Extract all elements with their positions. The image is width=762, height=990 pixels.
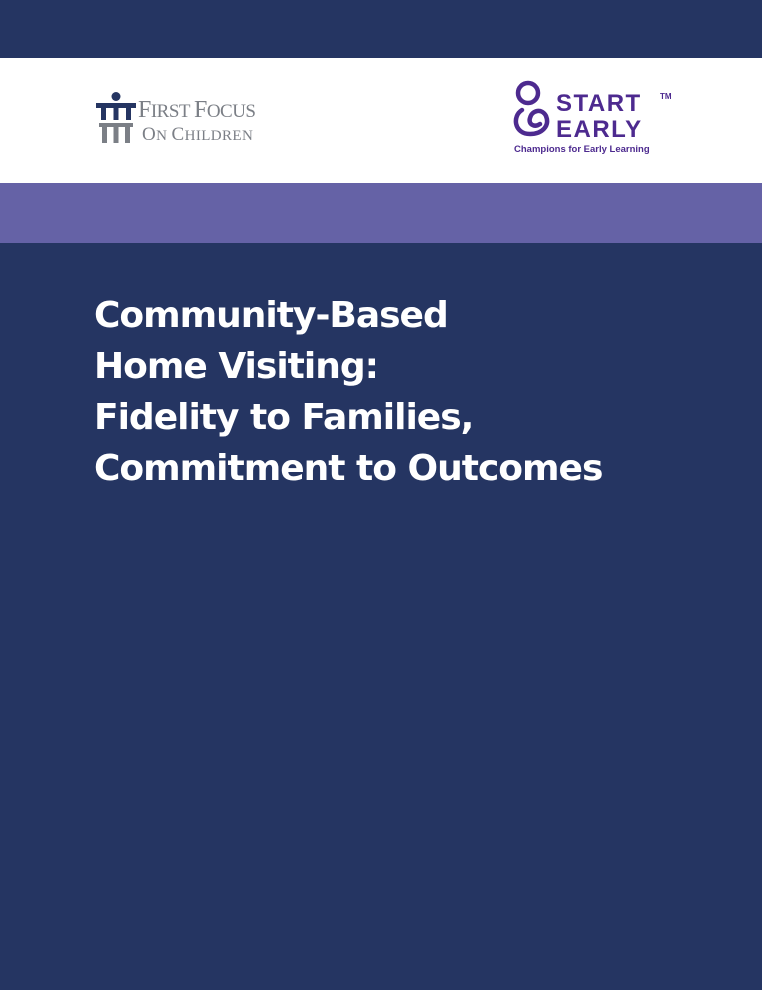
first-focus-mark-icon xyxy=(96,92,136,144)
title-line-4: Commitment to Outcomes xyxy=(94,448,603,489)
title-line-3: Fidelity to Families, xyxy=(94,397,474,438)
start-early-tagline: Champions for Early Learning xyxy=(514,144,650,155)
top-navy-band xyxy=(0,0,762,58)
start-early-mark-icon xyxy=(512,80,558,140)
trademark-mark: TM xyxy=(660,92,672,101)
start-early-start-word: START xyxy=(556,90,642,117)
first-focus-wordmark: FIRST FOCUS ON CHILDREN xyxy=(138,97,256,145)
purple-accent-band xyxy=(0,183,762,243)
title-line-2: Home Visiting: xyxy=(94,346,379,387)
report-title xyxy=(94,290,714,494)
first-focus-logo xyxy=(96,92,286,147)
start-early-logo xyxy=(512,80,672,160)
title-line-1: Community-Based xyxy=(94,295,448,336)
start-early-early-word: EARLY xyxy=(556,116,643,143)
